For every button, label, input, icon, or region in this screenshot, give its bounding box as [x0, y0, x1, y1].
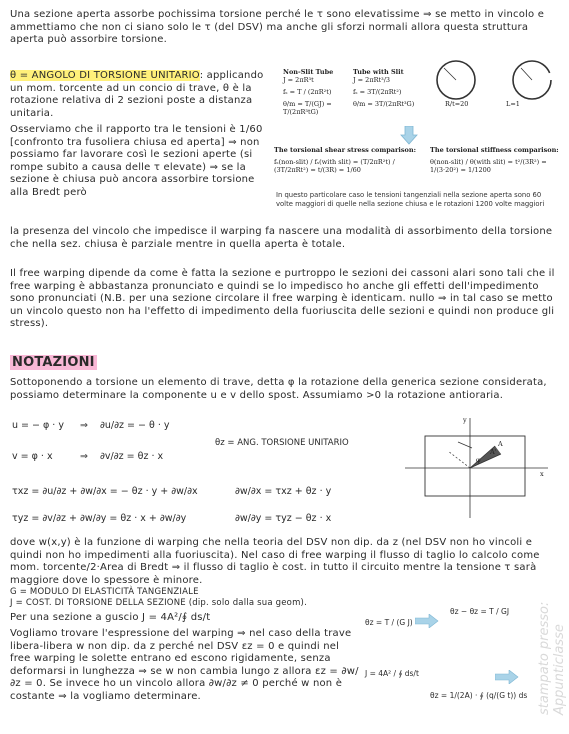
- eq-u: u = − φ · y: [12, 420, 64, 431]
- warping-expression-paragraph: Vogliamo trovare l'espressione del warping ⇒ nel caso della trave libera-libera w non dip. da z perché nel DSV εz = 0 e quindi nel free warping le solette entrano ed escono rigidamente, senza deformarsi in lunghezza ⇒ se w non cambia lungo z allora εz = ∂w/∂z = 0. Se invece ho un vincolo allora ∂w/∂z ≠ 0 perché w non è costante ⇒ la vogliamo determinare.: [10, 628, 359, 702]
- def-j-shell: Per una sezione a guscio J = 4A²/∮ ds/t: [10, 612, 211, 623]
- free-warping-paragraph: Il free warping dipende da come è fatta la sezione e purtroppo le sezioni dei cassoni alari sono tali che il free warping è abbastanza pronunciato e quindi se lo impedisco ho anche gli effetti dell'impedimento sono pronunciati (N.B. per una sezione circolare il free warping è identicam. nullo ⇒ in tal caso se metto un vincolo questo non ha l'effetto di impedimento della fuoriuscita delle sezioni e quindi non produce gli stress).: [10, 268, 555, 329]
- axis-x-label: x: [540, 470, 544, 478]
- shear-comparison-eq: fₛ(non-slit) / fₛ(with slit) = (T/2πR²t) / (3T/2πRt²) = t/(3R) = 1/60: [274, 158, 395, 174]
- side-eq-4: θz = 1/(2A) · ∮ (q/(G t)) ds: [430, 691, 528, 700]
- theta-note: θz = ANG. TORSIONE UNITARIO: [215, 438, 349, 448]
- slit-title: Tube with Slit: [353, 68, 404, 76]
- theta-definition: [10, 70, 275, 120]
- comparison-caption: In questo particolare caso le tensioni tangenziali nella sezione aperta sono 60 volte maggiori di quelle nella sezione chiusa e le rotazioni 1200 volte maggiori: [276, 191, 545, 208]
- side-eq-2: θz − θz = T / GJ: [450, 607, 510, 616]
- eq-tyz-result: ∂w/∂y = τyz − θz · x: [235, 513, 332, 524]
- theta-text: : applicando un mom. torcente ad un concio di trave, θ è la rotazione relativa di 2 sezioni poste a distanza unitaria.: [10, 70, 264, 119]
- ratio-paragraph: Osserviamo che il rapporto tra le tensioni è 1/60 [confronto tra fusoliera chiusa ed aperta] ⇒ non possiamo far lavorare così le sezioni aperte (si rompe subito a causa delle τ elevate) ⇒ se la sezione è chiusa può ancora assorbire torsione alla Bredt però: [10, 124, 263, 198]
- arrow-right-icon-2: [495, 670, 519, 684]
- arrow-right-icon: [415, 614, 439, 628]
- stiffness-comparison-title: The torsional stiffness comparison:: [430, 146, 559, 154]
- point-a-label: A: [498, 440, 503, 448]
- non-slit-theta: θ/m = T/(GJ) = T/(2πR³tG): [283, 100, 332, 116]
- notazioni-paragraph: Sottoponendo a torsione un elemento di trave, detta φ la rotazione della generica sezione considerata, possiamo determinare la componente u e v dello spost. Assumiamo >0 la rotazione antioraria.: [10, 377, 547, 401]
- theta-label: θ = ANGOLO DI TORSIONE UNITARIO: [10, 70, 200, 81]
- phi-label: φ: [476, 456, 481, 464]
- tube-formulas-figure: [283, 68, 418, 130]
- non-slit-fs: fₛ = T / (2πR²t): [283, 88, 332, 96]
- side-eq-3: J = 4A² / ∮ ds/t: [365, 669, 419, 678]
- eq-v-derivative: ∂v/∂z = θz · x: [100, 451, 164, 462]
- axis-y-label: y: [463, 416, 467, 424]
- slit-theta: θ/m = 3T/(2πRt³G): [353, 100, 415, 108]
- eq-txz: τxz = ∂u/∂z + ∂w/∂x = − θz · y + ∂w/∂x: [12, 486, 198, 497]
- shear-comparison: [274, 146, 424, 174]
- intro-paragraph: Una sezione aperta assorbe pochissima torsione perché le τ sono elevatissime ⇒ se metto in vincolo e ammettiamo che non ci siano solo le τ (del DSV) ma anche gli sforzi normali allora questa struttura aperta può assorbire torsione.: [10, 9, 545, 45]
- non-slit-j: J = 2πR³t: [283, 76, 314, 84]
- slit-column: [353, 68, 418, 108]
- eq-u-derivative: ∂u/∂z = − θ · y: [100, 420, 170, 431]
- stiffness-comparison: [430, 146, 560, 174]
- circle-label-rt: R/t=20: [445, 100, 469, 108]
- stiffness-comparison-eq: θ(non-slit) / θ(with slit) = t²/(3R²) = 1/(3·20²) = 1/1200: [430, 158, 547, 174]
- warping-constraint-paragraph: la presenza del vincolo che impedisce il warping fa nascere una modalità di assorbimento della torsione che nella sez. chiusa è parziale mentre in quella aperta è totale.: [10, 226, 553, 250]
- warping-function-paragraph: dove w(x,y) è la funzione di warping che nella teoria del DSV non dip. da z (nel DSV non ho vincoli e quindi non ho impedimenti alla fuoriuscita). Nel caso di free warping il flusso di taglio lo calcolo come mom. torcente/2·Area di Bredt ⇒ il flusso di taglio è cost. in tutto il circuito mentre la tensione τ sarà maggiore dove lo spessore è minore.: [10, 537, 540, 586]
- watermark-text: stampato presso: Appunticlasse: [537, 601, 567, 715]
- non-slit-column: [283, 68, 347, 116]
- notazioni-heading: NOTAZIONI: [12, 355, 95, 370]
- non-slit-title: Non-Slit Tube: [283, 68, 334, 76]
- def-j: J = COST. DI TORSIONE DELLA SEZIONE (dip. solo dalla sua geom).: [10, 598, 307, 608]
- eq-v: v = φ · x: [12, 451, 53, 462]
- side-eq-1: θz = T / (G J): [365, 618, 413, 627]
- slit-fs: fₛ = 3T/(2πRt²): [353, 88, 402, 96]
- arrow-down-icon: [400, 126, 418, 146]
- def-g: G = MODULO DI ELASTICITÀ TANGENZIALE: [10, 587, 199, 597]
- slit-j: J = 2πRt³/3: [353, 76, 391, 84]
- point-a-prime-label: A': [490, 448, 497, 456]
- circle-label-l: L=1: [506, 100, 520, 108]
- eq-tyz: τyz = ∂v/∂z + ∂w/∂y = θz · x + ∂w/∂y: [12, 513, 187, 524]
- eq-v-implies: ⇒: [80, 451, 88, 462]
- section-rotation-diagram: [400, 416, 550, 520]
- eq-u-implies: ⇒: [80, 420, 88, 431]
- eq-txz-result: ∂w/∂x = τxz + θz · y: [235, 486, 332, 497]
- shear-comparison-title: The torsional shear stress comparison:: [274, 146, 417, 154]
